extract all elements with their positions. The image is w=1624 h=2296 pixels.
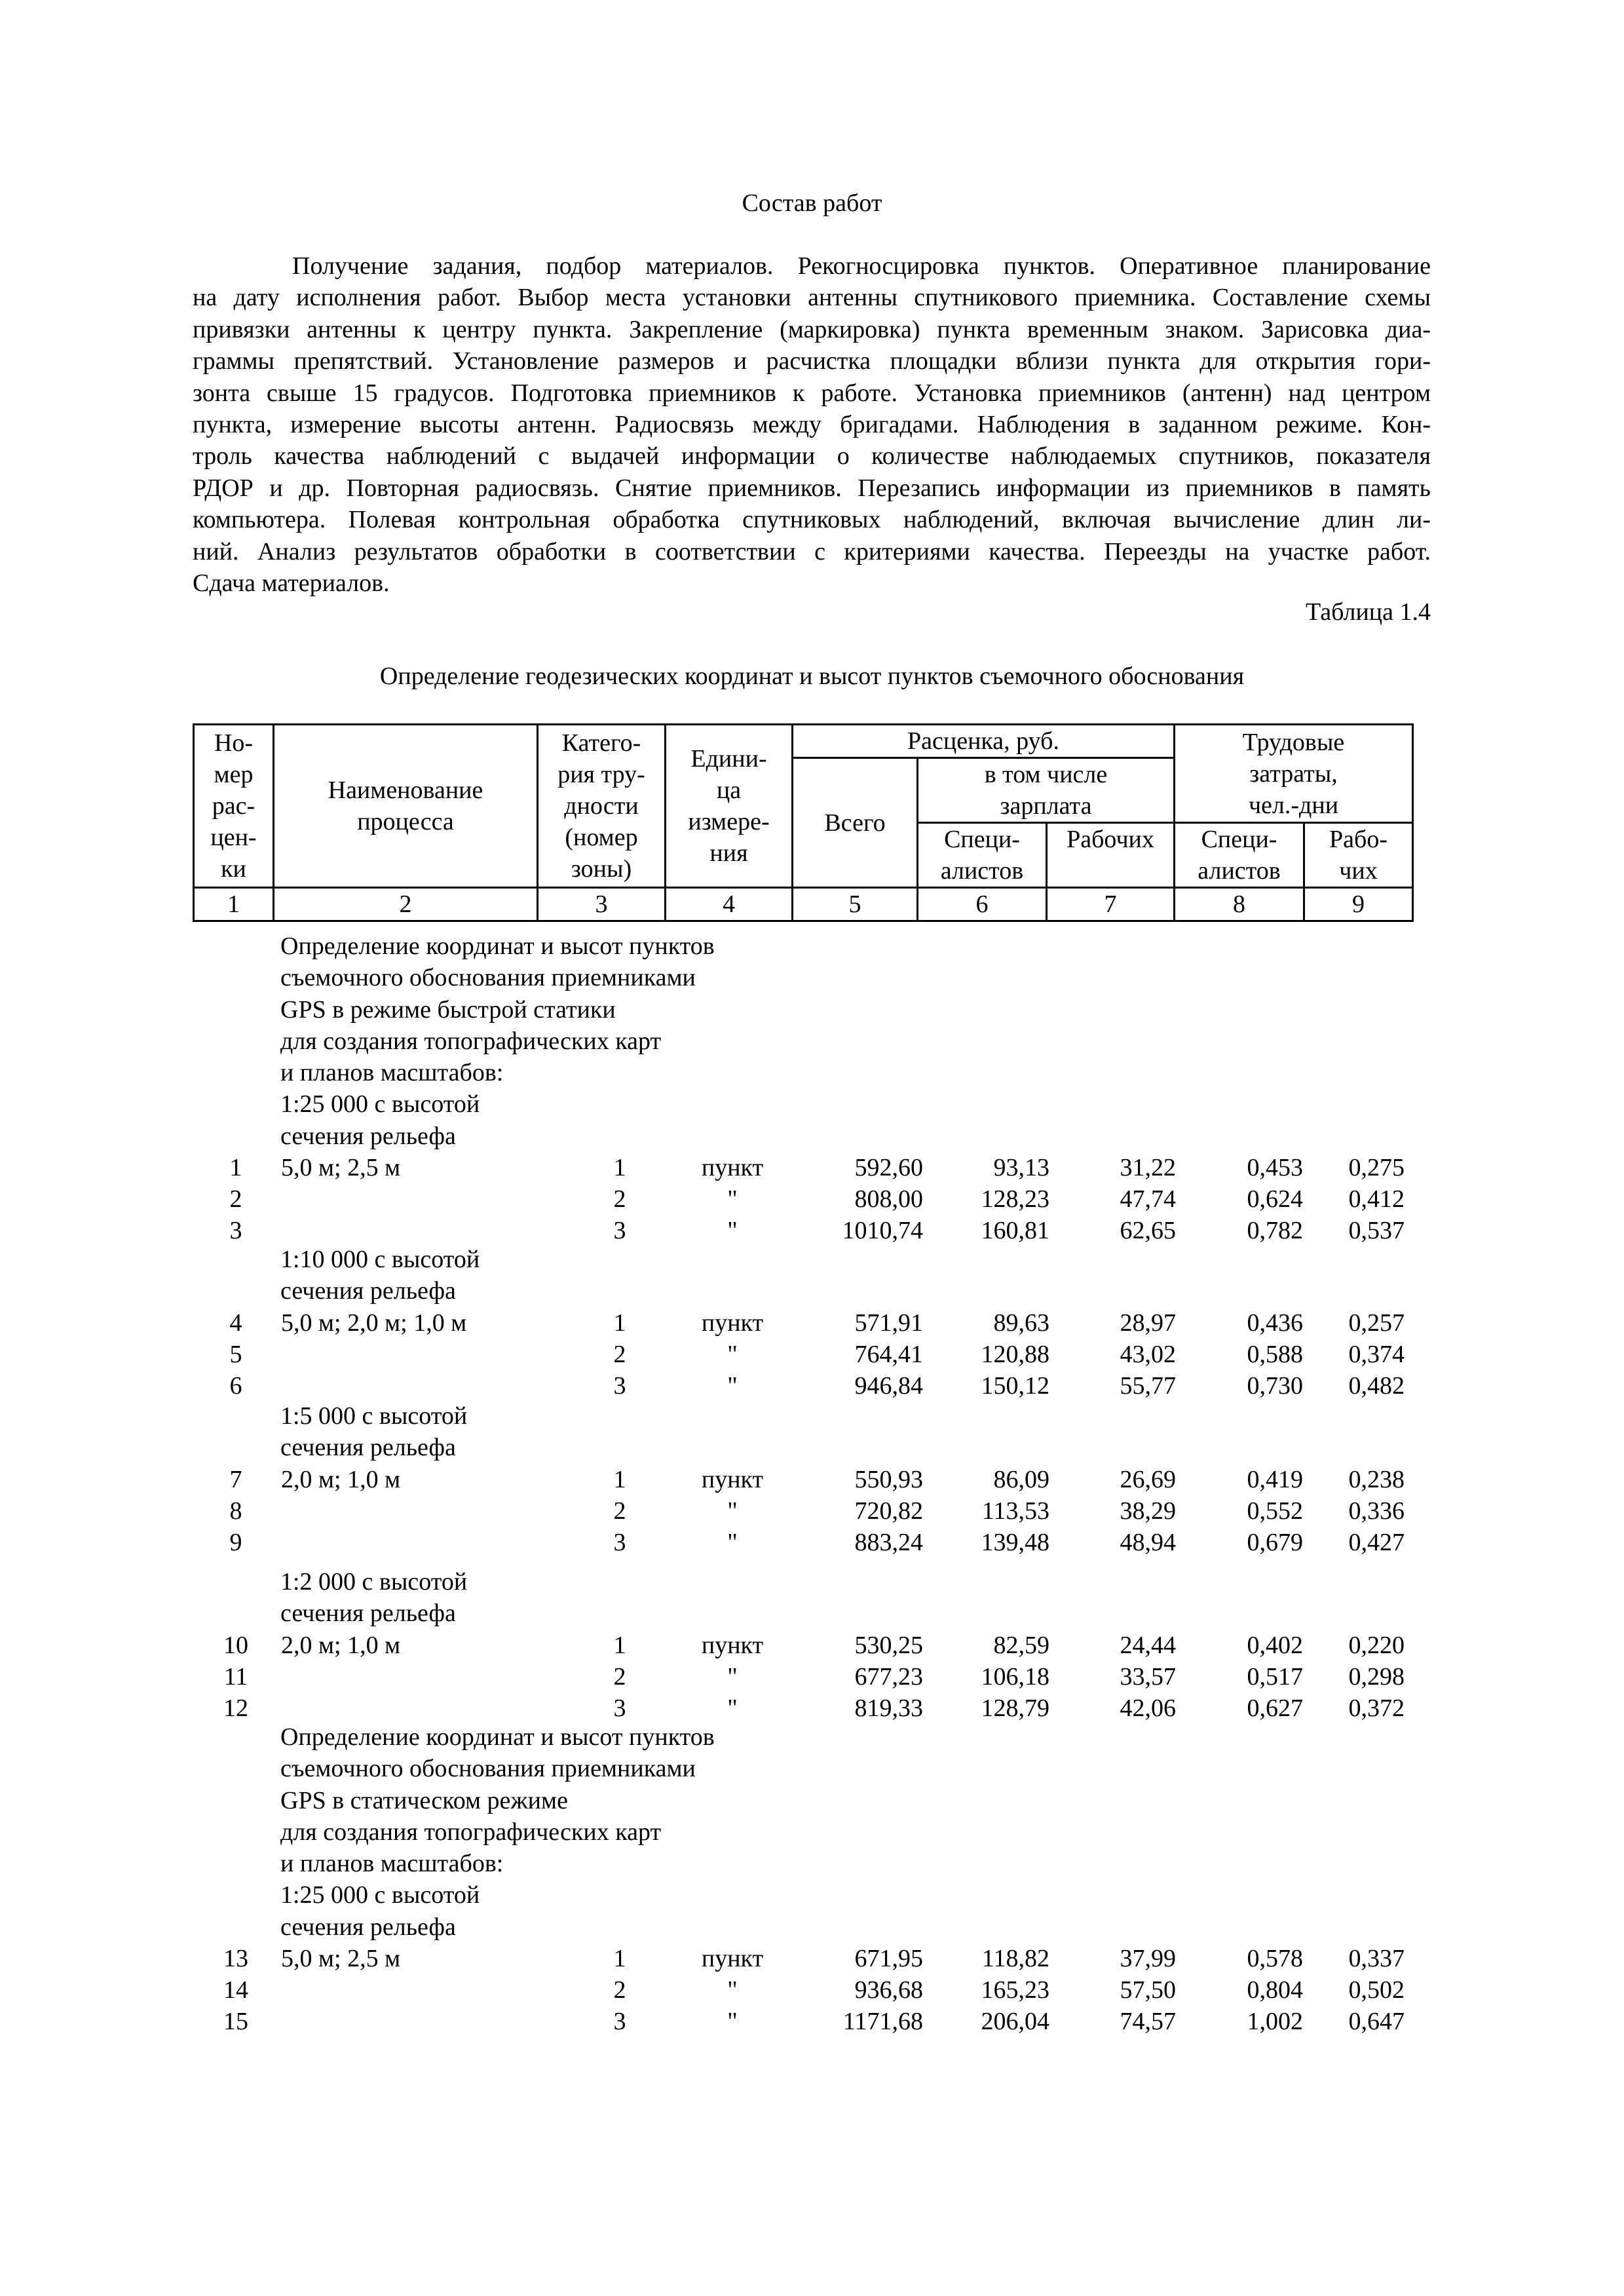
cell-wages-workers: 28,97 [1120,1309,1176,1337]
column-number: 2 [274,888,538,921]
cell-process-name: 2,0 м; 1,0 м [281,1466,401,1493]
cell-wages-specialists: 120,88 [981,1341,1049,1368]
cell-wages-specialists: 206,04 [981,2008,1049,2035]
cell-wages-workers: 48,94 [1120,1529,1176,1556]
cell-unit: пункт [701,1945,764,1972]
cell-price-total: 550,93 [854,1466,923,1493]
cell-process-name: 5,0 м; 2,0 м; 1,0 м [281,1309,467,1337]
paragraph-line: РДОР и др. Повторная радиосвязь. Снятие приемников. Перезапись информации из приемников в память [193,474,1431,502]
cell-unit: пункт [701,1632,764,1659]
cell-rate-number: 11 [223,1663,248,1691]
cell-wages-workers: 33,57 [1120,1663,1176,1691]
cell-wages-workers: 55,77 [1120,1372,1176,1400]
cell-unit: " [727,2008,738,2035]
table-row [0,2006,1624,2037]
cell-labor-workers: 0,220 [1348,1632,1405,1659]
cell-rate-number: 8 [229,1497,242,1525]
section-heading: 1:2 000 с высотой сечения рельефа [280,1568,468,1628]
cell-wages-workers: 43,02 [1120,1341,1176,1368]
cell-wages-specialists: 118,82 [981,1945,1049,1972]
cell-labor-workers: 0,372 [1348,1694,1405,1722]
cell-category: 1 [613,1466,626,1493]
cell-wages-workers: 24,44 [1120,1632,1176,1659]
cell-wages-workers: 57,50 [1120,1976,1176,2004]
cell-labor-workers: 0,374 [1348,1341,1405,1368]
cell-labor-workers: 0,647 [1348,2008,1405,2035]
cell-wages-specialists: 113,53 [981,1497,1049,1525]
cell-process-name: 5,0 м; 2,5 м [281,1945,401,1972]
cell-price-total: 764,41 [854,1341,923,1368]
cell-wages-specialists: 160,81 [981,1217,1049,1244]
section-heading: Определение координат и высот пунктов съемочного обоснования приемниками GPS в режиме быстрой статики для создания топографических карт и планов масштабов: 1:25 000 с высотой сечения рельефа [280,932,715,1150]
cell-wages-specialists: 106,18 [981,1663,1049,1691]
cell-labor-workers: 0,427 [1348,1529,1405,1556]
table-row [0,1974,1624,2006]
column-number: 7 [1047,888,1175,921]
cell-wages-specialists: 128,23 [981,1185,1049,1213]
cell-price-total: 946,84 [854,1372,923,1400]
table-row [0,1495,1624,1527]
column-number: 6 [918,888,1047,921]
table-number: Таблица 1.4 [1305,598,1431,626]
cell-labor-specialists: 0,782 [1247,1217,1303,1244]
cell-rate-number: 12 [223,1694,248,1722]
header-rate-number: Но- мер рас- цен- ки [194,725,274,888]
cell-labor-specialists: 0,730 [1247,1372,1303,1400]
cell-wages-workers: 37,99 [1120,1945,1176,1972]
cell-category: 3 [613,1529,626,1556]
cell-rate-number: 6 [229,1372,242,1400]
table-row [0,1464,1624,1495]
cell-category: 2 [613,1976,626,2004]
section-heading: 1:5 000 с высотой сечения рельефа [280,1402,468,1462]
cell-unit: " [727,1341,738,1368]
cell-price-total: 808,00 [854,1185,923,1213]
header-labor-workers: Рабо- чих [1304,823,1413,888]
paragraph-line: зонта свыше 15 градусов. Подготовка приемников к работе. Установка приемников (антенн) над центром [193,379,1431,407]
cell-unit: пункт [701,1154,764,1181]
cell-process-name: 2,0 м; 1,0 м [281,1632,401,1659]
table-row [0,1215,1624,1246]
cell-rate-number: 1 [229,1154,242,1181]
paragraph-line: Получение задания, подбор материалов. Рекогносцировка пунктов. Оперативное планирование [292,252,1431,280]
header-including-wages: в том числе зарплата [918,758,1175,823]
header-process-name: Наименование процесса [274,725,538,888]
paragraph-line: троль качества наблюдений с выдачей информации о количестве наблюдаемых спутников, показателя [193,442,1431,470]
cell-unit: " [727,1976,738,2004]
cell-wages-specialists: 128,79 [981,1694,1049,1722]
cell-price-total: 936,68 [854,1976,923,2004]
header-price: Расценка, руб. [793,725,1175,758]
cell-category: 2 [613,1185,626,1213]
paragraph-line: пункта, измерение высоты антенн. Радиосвязь между бригадами. Наблюдения в заданном режиме. Кон- [193,411,1431,439]
table-row [0,1152,1624,1183]
cell-wages-specialists: 139,48 [981,1529,1049,1556]
cell-wages-workers: 47,74 [1120,1185,1176,1213]
cell-price-total: 592,60 [854,1154,923,1181]
cell-rate-number: 14 [223,1976,248,2004]
cell-labor-workers: 0,336 [1348,1497,1405,1525]
cell-process-name: 5,0 м; 2,5 м [281,1154,401,1181]
cell-unit: " [727,1217,738,1244]
cell-price-total: 1010,74 [842,1217,923,1244]
cell-wages-workers: 74,57 [1120,2008,1176,2035]
table-row [0,1527,1624,1558]
cell-price-total: 530,25 [854,1632,923,1659]
cell-labor-specialists: 0,627 [1247,1694,1303,1722]
cell-rate-number: 15 [223,2008,248,2035]
cell-wages-workers: 26,69 [1120,1466,1176,1493]
table-row [0,1183,1624,1215]
cell-wages-specialists: 86,09 [993,1466,1049,1493]
cell-rate-number: 13 [223,1945,248,1972]
cell-price-total: 677,23 [854,1663,923,1691]
cell-price-total: 720,82 [854,1497,923,1525]
cell-wages-specialists: 89,63 [993,1309,1049,1337]
cell-labor-specialists: 0,588 [1247,1341,1303,1368]
cell-labor-workers: 0,257 [1348,1309,1405,1337]
cell-labor-workers: 0,275 [1348,1154,1405,1181]
table-row [0,1339,1624,1370]
table-row [0,1693,1624,1724]
cell-labor-specialists: 0,402 [1247,1632,1303,1659]
cell-wages-workers: 31,22 [1120,1154,1176,1181]
cell-wages-specialists: 165,23 [981,1976,1049,2004]
cell-rate-number: 10 [223,1632,248,1659]
header-category: Катего- рия тру- дности (номер зоны) [538,725,666,888]
table-row [0,1370,1624,1402]
cell-labor-specialists: 0,517 [1247,1663,1303,1691]
column-number: 1 [194,888,274,921]
cell-category: 2 [613,1497,626,1525]
column-number: 9 [1304,888,1413,921]
cell-price-total: 819,33 [854,1694,923,1722]
cell-labor-specialists: 0,436 [1247,1309,1303,1337]
cell-labor-specialists: 0,624 [1247,1185,1303,1213]
cell-price-total: 883,24 [854,1529,923,1556]
cell-price-total: 671,95 [854,1945,923,1972]
cell-wages-specialists: 82,59 [993,1632,1049,1659]
cell-category: 2 [613,1341,626,1368]
cell-unit: " [727,1372,738,1400]
paragraph-line: ний. Анализ результатов обработки в соответствии с критериями качества. Переезды на участке работ. [193,537,1431,565]
cell-rate-number: 4 [229,1309,242,1337]
cell-labor-specialists: 1,002 [1247,2008,1303,2035]
cell-rate-number: 5 [229,1341,242,1368]
cell-labor-specialists: 0,804 [1247,1976,1303,2004]
paragraph-line: на дату исполнения работ. Выбор места установки антенны спутникового приемника. Составление схемы [193,284,1431,312]
cell-rate-number: 9 [229,1529,242,1556]
column-number: 3 [538,888,666,921]
section-heading: 1:10 000 с высотой сечения рельефа [280,1246,480,1305]
cell-price-total: 571,91 [854,1309,923,1337]
cell-category: 3 [613,1372,626,1400]
cell-labor-specialists: 0,453 [1247,1154,1303,1181]
cell-unit: " [727,1694,738,1722]
table-header [193,723,1414,922]
cell-labor-specialists: 0,552 [1247,1497,1303,1525]
cell-wages-workers: 42,06 [1120,1694,1176,1722]
table-row [0,1630,1624,1661]
paragraph-line: граммы препятствий. Установление размеров и расчистка площадки вблизи пункта для открытия гори- [193,347,1431,375]
column-number: 4 [666,888,793,921]
cell-category: 1 [613,1309,626,1337]
cell-labor-specialists: 0,419 [1247,1466,1303,1493]
table-row [0,1307,1624,1339]
cell-labor-workers: 0,502 [1348,1976,1405,2004]
cell-wages-workers: 62,65 [1120,1217,1176,1244]
header-labor-specialists: Специ- алистов [1175,823,1304,888]
cell-category: 2 [613,1663,626,1691]
cell-category: 3 [613,1217,626,1244]
header-total: Всего [793,758,918,888]
cell-category: 1 [613,1632,626,1659]
header-unit: Едини- ца измере- ния [666,725,793,888]
table-title: Определение геодезических координат и высот пунктов съемочного обоснования [379,662,1245,690]
cell-unit: " [727,1529,738,1556]
table-row [0,1661,1624,1693]
cell-rate-number: 2 [229,1185,242,1213]
paragraph-line: привязки антенны к центру пункта. Закрепление (маркировка) пункта временным знаком. Зарисовка диа- [193,315,1431,343]
cell-labor-workers: 0,238 [1348,1466,1405,1493]
cell-labor-workers: 0,298 [1348,1663,1405,1691]
cell-labor-specialists: 0,578 [1247,1945,1303,1972]
column-number: 8 [1175,888,1304,921]
cell-labor-workers: 0,482 [1348,1372,1405,1400]
section-title: Состав работ [742,189,882,217]
cell-labor-specialists: 0,679 [1247,1529,1303,1556]
cell-rate-number: 7 [229,1466,242,1493]
header-specialists: Специ- алистов [918,823,1047,888]
cell-unit: " [727,1185,738,1213]
cell-wages-specialists: 150,12 [981,1372,1049,1400]
cell-category: 1 [613,1154,626,1181]
header-labor: Трудовые затраты, чел.-дни [1175,725,1413,823]
paragraph-line: Сдача материалов. [193,569,390,598]
cell-unit: " [727,1497,738,1525]
cell-category: 3 [613,1694,626,1722]
column-number: 5 [793,888,918,921]
cell-unit: " [727,1663,738,1691]
table-row [0,1943,1624,1974]
cell-category: 1 [613,1945,626,1972]
cell-labor-workers: 0,537 [1348,1217,1405,1244]
paragraph-line: компьютера. Полевая контрольная обработка спутниковых наблюдений, включая вычисление длин ли- [193,506,1431,534]
cell-price-total: 1171,68 [842,2008,923,2035]
header-workers: Рабочих [1047,823,1175,888]
cell-wages-workers: 38,29 [1120,1497,1176,1525]
section-heading: Определение координат и высот пунктов съемочного обоснования приемниками GPS в статическом режиме для создания топографических карт и планов масштабов: 1:25 000 с высотой сечения рельефа [280,1723,715,1941]
cell-rate-number: 3 [229,1217,242,1244]
cell-unit: пункт [701,1309,764,1337]
cell-category: 3 [613,2008,626,2035]
cell-labor-workers: 0,337 [1348,1945,1405,1972]
work-description [193,250,1431,599]
cell-labor-workers: 0,412 [1348,1185,1405,1213]
cell-wages-specialists: 93,13 [993,1154,1049,1181]
cell-unit: пункт [701,1466,764,1493]
